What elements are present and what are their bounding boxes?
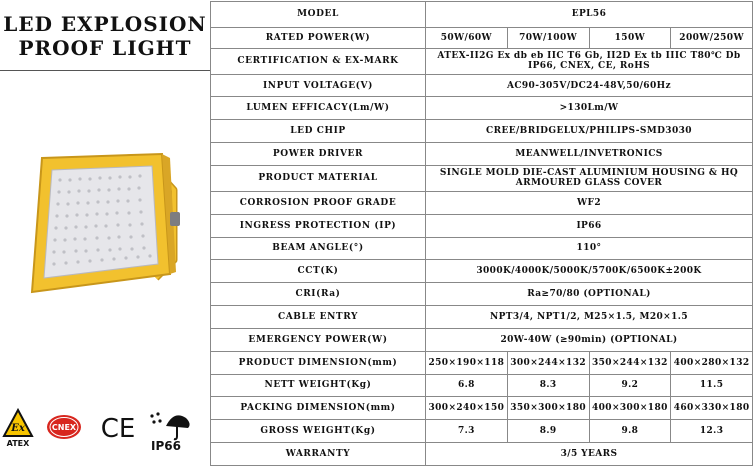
spec-label: NETT WEIGHT(Kg) xyxy=(211,374,426,397)
spec-cell: 70W/100W xyxy=(507,27,589,48)
product-image xyxy=(24,150,184,310)
spec-row xyxy=(211,306,753,329)
title-line-1: LED EXPLOSION xyxy=(3,12,207,36)
title-line-2: PROOF LIGHT xyxy=(18,36,192,60)
cnex-label: CNEX xyxy=(51,423,77,432)
spec-row xyxy=(211,214,753,237)
spec-cell: 50W/60W xyxy=(426,27,508,48)
spec-label: CORROSION PROOF GRADE xyxy=(211,191,426,214)
spec-value: Ra≥70/80 (OPTIONAL) xyxy=(426,283,753,306)
spec-row xyxy=(211,237,753,260)
spec-row xyxy=(211,283,753,306)
atex-label: ATEX xyxy=(6,439,30,448)
spec-cell: 7.3 xyxy=(426,420,508,443)
spec-row xyxy=(211,260,753,283)
atex-logo-icon xyxy=(2,408,34,448)
spec-value: WF2 xyxy=(426,191,753,214)
spec-row xyxy=(211,48,753,74)
spec-row xyxy=(211,27,753,48)
spec-cell: 300×244×132 xyxy=(507,351,589,374)
spec-label: LED CHIP xyxy=(211,120,426,143)
spec-label: GROSS WEIGHT(Kg) xyxy=(211,420,426,443)
spec-value: EPL56 xyxy=(426,2,753,28)
spec-label: BEAM ANGLE(°) xyxy=(211,237,426,260)
spec-row xyxy=(211,2,753,28)
spec-label: RATED POWER(W) xyxy=(211,27,426,48)
spec-cell: 8.3 xyxy=(507,374,589,397)
spec-row xyxy=(211,397,753,420)
spec-cell: 350×244×132 xyxy=(589,351,671,374)
spec-cell: 9.2 xyxy=(589,374,671,397)
spec-cell: 9.8 xyxy=(589,420,671,443)
spec-value: MEANWELL/INVETRONICS xyxy=(426,143,753,166)
cnex-logo-icon xyxy=(46,414,82,440)
spec-label: EMERGENCY POWER(W) xyxy=(211,328,426,351)
ip66-label: IP66 xyxy=(151,439,181,452)
spec-label: POWER DRIVER xyxy=(211,143,426,166)
left-panel xyxy=(0,0,210,467)
spec-table xyxy=(210,1,753,466)
spec-row xyxy=(211,97,753,120)
spec-cell: 6.8 xyxy=(426,374,508,397)
spec-value: 3000K/4000K/5000K/5700K/6500K±200K xyxy=(426,260,753,283)
spec-cell: 400×280×132 xyxy=(671,351,753,374)
spec-row xyxy=(211,420,753,443)
spec-row xyxy=(211,191,753,214)
spec-row xyxy=(211,74,753,97)
spec-cell: 200W/250W xyxy=(671,27,753,48)
spec-label: INGRESS PROTECTION (IP) xyxy=(211,214,426,237)
spec-cell: 12.3 xyxy=(671,420,753,443)
spec-value: CREE/BRIDGELUX/PHILIPS-SMD3030 xyxy=(426,120,753,143)
spec-label: MODEL xyxy=(211,2,426,28)
spec-value: NPT3/4, NPT1/2, M25×1.5, M20×1.5 xyxy=(426,306,753,329)
spec-value: 20W-40W (≥90min) (OPTIONAL) xyxy=(426,328,753,351)
spec-label: WARRANTY xyxy=(211,442,426,465)
spec-label: LUMEN EFFICACY(Lm/W) xyxy=(211,97,426,120)
spec-cell: 400×300×180 xyxy=(589,397,671,420)
spec-row xyxy=(211,374,753,397)
product-title xyxy=(0,0,210,71)
ce-logo-icon xyxy=(100,410,136,444)
spec-label: CABLE ENTRY xyxy=(211,306,426,329)
ce-label: CE xyxy=(100,414,136,444)
spec-value: >130Lm/W xyxy=(426,97,753,120)
spec-row xyxy=(211,143,753,166)
spec-cell: 11.5 xyxy=(671,374,753,397)
spec-label: PRODUCT DIMENSION(mm) xyxy=(211,351,426,374)
spec-row xyxy=(211,120,753,143)
certification-logos xyxy=(0,404,210,464)
spec-value: ATEX-II2G Ex db eb IIC T6 Gb, II2D Ex tb IIIC T80℃ Db IP66, CNEX, CE, RoHS xyxy=(426,48,753,74)
ip66-logo-icon xyxy=(144,406,192,452)
spec-value: 110° xyxy=(426,237,753,260)
spec-value: IP66 xyxy=(426,214,753,237)
spec-label: CERTIFICATION & EX-MARK xyxy=(211,48,426,74)
spec-label: INPUT VOLTAGE(V) xyxy=(211,74,426,97)
ex-mark-text: Ex xyxy=(11,423,25,434)
spec-label: CCT(K) xyxy=(211,260,426,283)
spec-cell: 350×300×180 xyxy=(507,397,589,420)
spec-row xyxy=(211,351,753,374)
spec-value: SINGLE MOLD DIE-CAST ALUMINIUM HOUSING & HQ ARMOURED GLASS COVER xyxy=(426,165,753,191)
spec-cell: 460×330×180 xyxy=(671,397,753,420)
spec-cell: 8.9 xyxy=(507,420,589,443)
spec-label: PACKING DIMENSION(mm) xyxy=(211,397,426,420)
spec-value: AC90-305V/DC24-48V,50/60Hz xyxy=(426,74,753,97)
spec-cell: 250×190×118 xyxy=(426,351,508,374)
spec-label: CRI(Ra) xyxy=(211,283,426,306)
spec-row xyxy=(211,328,753,351)
spec-value: 3/5 YEARS xyxy=(426,442,753,465)
spec-row xyxy=(211,442,753,465)
spec-cell: 150W xyxy=(589,27,671,48)
spec-label: PRODUCT MATERIAL xyxy=(211,165,426,191)
spec-cell: 300×240×150 xyxy=(426,397,508,420)
spec-row xyxy=(211,165,753,191)
